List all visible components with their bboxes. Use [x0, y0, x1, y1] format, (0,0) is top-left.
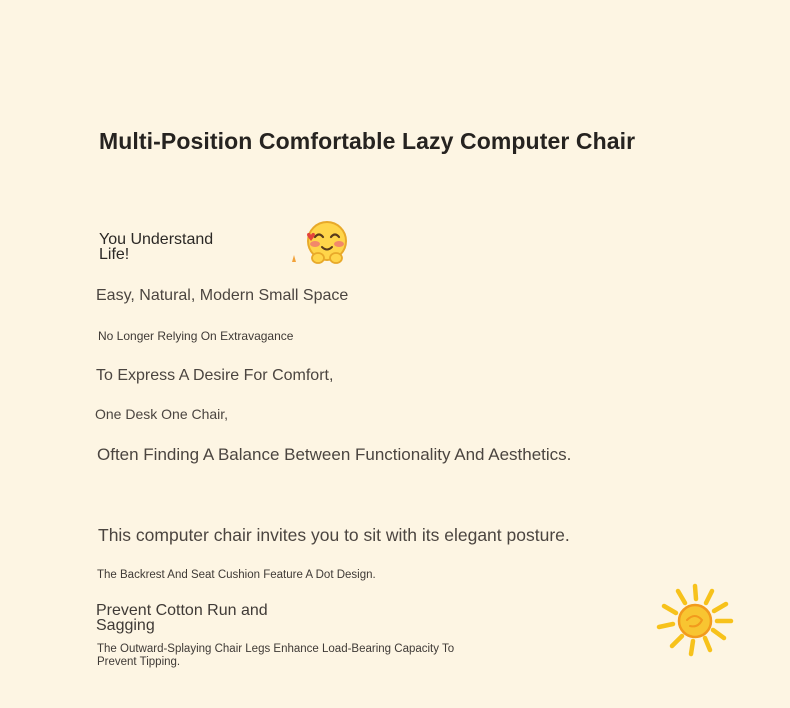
legs-line: The Outward-Splaying Chair Legs Enhance Load-Bearing Capacity To	[97, 643, 455, 655]
legs-line: Prevent Tipping.	[97, 656, 181, 668]
page-title: Multi-Position Comfortable Lazy Computer Chair	[99, 128, 636, 154]
intro-line-balance: Often Finding A Balance Between Functionality And Aesthetics.	[97, 445, 572, 464]
heading-line: Life!	[99, 246, 130, 263]
heading-line: Prevent Cotton Run and	[96, 602, 268, 619]
feature-dot-design: The Backrest And Seat Cushion Feature A Dot Design.	[97, 569, 376, 581]
intro-line-easy: Easy, Natural, Modern Small Space	[96, 287, 349, 304]
intro-line-extravagance: No Longer Relying On Extravagance	[98, 329, 294, 343]
feature-posture: This computer chair invites you to sit with its elegant posture.	[98, 525, 570, 545]
heading-line: Sagging	[96, 617, 155, 634]
intro-line-comfort: To Express A Desire For Comfort,	[96, 367, 334, 384]
blushing-emoji-icon	[290, 219, 350, 269]
section-heading-life	[99, 232, 213, 262]
heading-line: You Understand	[99, 231, 214, 248]
sun-doodle-icon	[654, 582, 736, 658]
feature-legs	[97, 643, 454, 669]
intro-line-desk-chair: One Desk One Chair,	[95, 406, 229, 422]
section-heading-cotton	[96, 603, 268, 633]
